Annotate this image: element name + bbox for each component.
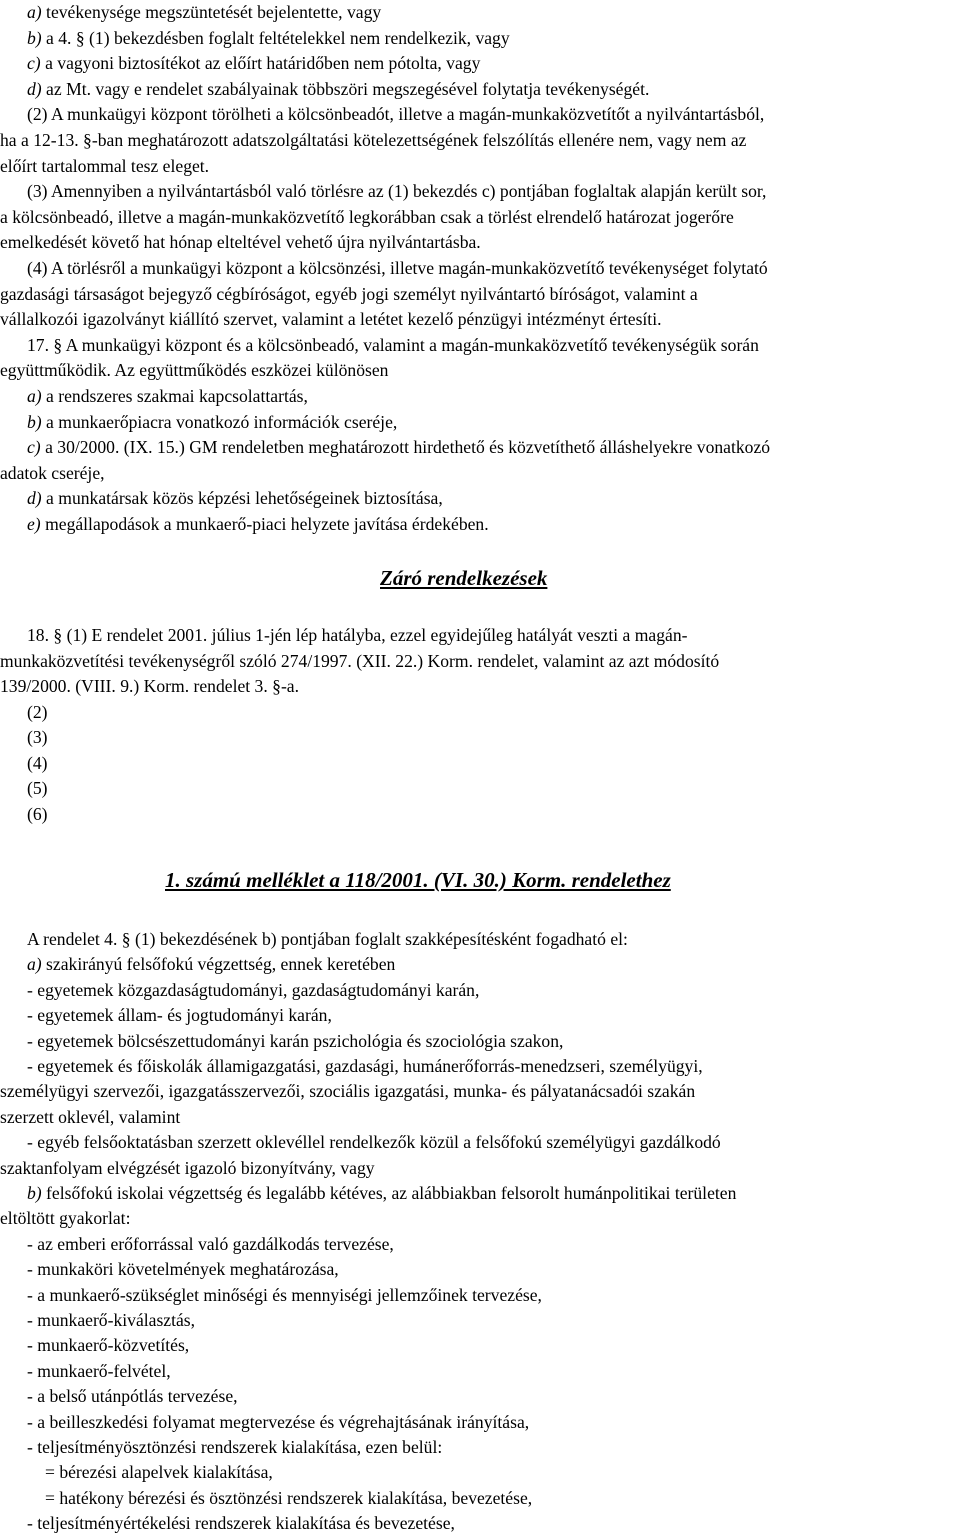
line-text: (5) xyxy=(27,778,48,798)
line-text: - munkaerő-közvetítés, xyxy=(27,1335,190,1356)
text-line xyxy=(0,1156,375,1182)
item-marker: b) xyxy=(27,1183,42,1203)
line-text: adatok cseréje, xyxy=(0,462,105,483)
text-line xyxy=(0,674,299,700)
line-text: 18. § (1) E rendelet 2001. július 1-jén lép hatályba, ezzel egyidejűleg hatályát veszti a magán- xyxy=(27,625,688,645)
line-text: gazdasági társaságot bejegyző cégbíróságot, egyéb jogi személyt nyilvántartó bíróságot, valamint a xyxy=(0,283,698,304)
heading-annex-title: 1. számú melléklet a 118/2001. (VI. 30.) Korm. rendelethez xyxy=(165,868,671,892)
line-text: a vagyoni biztosítékot az előírt határidőben nem pótolta, vagy xyxy=(40,53,481,74)
text-line xyxy=(27,802,48,828)
line-text: 139/2000. (VIII. 9.) Korm. rendelet 3. §-a. xyxy=(0,676,300,696)
line-text: - munkaerő-kiválasztás, xyxy=(27,1310,196,1330)
line-text: személyügyi szervezői, igazgatásszervezői, szociális igazgatási, munka- és pályatanácsadói szakán xyxy=(0,1081,696,1102)
item-marker: e) xyxy=(27,514,41,534)
line-text: - teljesítményösztönzési rendszerek kialakítása, ezen belül: xyxy=(27,1437,443,1457)
text-line xyxy=(45,1486,532,1512)
text-line xyxy=(27,77,649,103)
item-marker: d) xyxy=(27,78,42,99)
text-line xyxy=(27,776,48,802)
item-marker: a) xyxy=(27,954,42,975)
text-line xyxy=(27,1181,736,1207)
line-text: = hatékony bérezési és ösztönzési rendszerek kialakítása, bevezetése, xyxy=(45,1487,533,1508)
text-line xyxy=(27,1054,703,1080)
text-line xyxy=(27,1384,238,1410)
line-text: - munkaerő-felvétel, xyxy=(27,1360,171,1381)
text-line xyxy=(27,1435,442,1461)
text-line xyxy=(27,700,48,726)
line-text: 17. § A munkaügyi központ és a kölcsönbeadó, valamint a magán-munkaközvetítő tevékenységük során xyxy=(27,334,759,355)
text-line xyxy=(27,486,443,512)
text-line xyxy=(27,435,770,461)
line-text: ha a 12-13. §-ban meghatározott adatszolgáltatási kötelezettségének felszólítás ellenére nem, vagy nem az xyxy=(0,130,747,150)
line-text: együttműködik. Az együttműködés eszközei különösen xyxy=(0,360,389,381)
line-text: a munkaerőpiacra vonatkozó információk cseréje, xyxy=(41,411,398,432)
text-line xyxy=(27,623,688,649)
item-marker: d) xyxy=(27,488,42,509)
text-line xyxy=(27,51,480,77)
line-text: előírt tartalommal tesz eleget. xyxy=(0,155,210,176)
text-line xyxy=(27,256,768,282)
line-text: (3) xyxy=(27,727,48,747)
item-marker: a) xyxy=(27,2,42,22)
line-text: a rendszeres szakmai kapcsolattartás, xyxy=(41,386,308,406)
line-text: szaktanfolyam elvégzését igazoló bizonyítvány, vagy xyxy=(0,1157,375,1178)
text-line xyxy=(27,0,381,26)
line-text: szerzett oklevél, valamint xyxy=(0,1106,181,1127)
text-line xyxy=(27,1410,529,1436)
line-text: a 30/2000. (IX. 15.) GM rendeletben meghatározott hirdethető és közvetíthető álláshelyekre vonatkozó xyxy=(40,437,771,458)
text-line xyxy=(27,410,397,436)
text-line xyxy=(45,1460,273,1486)
text-line xyxy=(0,649,719,675)
line-text: szakirányú felsőfokú végzettség, ennek keretében xyxy=(41,954,396,975)
text-line xyxy=(0,1105,180,1131)
text-line xyxy=(27,512,489,538)
text-line xyxy=(27,952,395,978)
heading-zaro-rendelkezesek: Záró rendelkezések xyxy=(380,566,548,590)
text-line xyxy=(27,1232,394,1258)
text-line xyxy=(27,1257,339,1283)
item-marker: b) xyxy=(27,27,42,48)
text-line xyxy=(27,978,479,1004)
text-line xyxy=(27,927,628,953)
line-text: emelkedését követő hat hónap elteltével vehető újra nyilvántartásba. xyxy=(0,232,481,253)
text-line xyxy=(27,26,510,52)
text-line xyxy=(27,1308,195,1334)
item-marker: c) xyxy=(27,437,41,458)
line-text: - munkaköri követelmények meghatározása, xyxy=(27,1259,339,1280)
line-text: megállapodások a munkaerő-piaci helyzete javítása érdekében. xyxy=(40,514,489,534)
text-line xyxy=(0,128,746,154)
line-text: (2) A munkaügyi központ törölheti a kölcsönbeadót, illetve a magán-munkaközvetítőt a nyilvántartásból, xyxy=(27,104,765,125)
text-line xyxy=(27,1511,455,1537)
line-text: a kölcsönbeadó, illetve a magán-munkaközvetítő legkorábban csak a törlést elrendelő határozat jogerőre xyxy=(0,206,734,227)
line-text: az Mt. vagy e rendelet szabályainak többszöri megszegésével folytatja tevékenységét. xyxy=(41,78,650,99)
text-line xyxy=(0,205,734,231)
text-line xyxy=(0,358,388,384)
text-line xyxy=(27,1029,563,1055)
line-text: munkaközvetítési tevékenységről szóló 274/1997. (XII. 22.) Korm. rendelet, valamint az azt módosító xyxy=(0,650,720,671)
line-text: - egyetemek bölcsészettudományi karán pszichológia és szociológia szakon, xyxy=(27,1030,564,1051)
line-text: (4) A törlésről a munkaügyi központ a kölcsönzési, illetve magán-munkaközvetítő tevékenységet folytató xyxy=(27,258,768,278)
line-text: - egyetemek és főiskolák államigazgatási, gazdasági, humánerőforrás-menedzseri, személyügyi, xyxy=(27,1056,703,1076)
line-text: a munkatársak közös képzési lehetőségeinek biztosítása, xyxy=(41,488,443,509)
line-text: - teljesítményértékelési rendszerek kialakítása és bevezetése, xyxy=(27,1513,455,1534)
line-text: A rendelet 4. § (1) bekezdésének b) pontjában foglalt szakképesítésként fogadható el: xyxy=(27,929,628,949)
item-marker: a) xyxy=(27,386,42,406)
line-text: (2) xyxy=(27,701,48,722)
line-text: (6) xyxy=(27,803,48,824)
line-text: a 4. § (1) bekezdésben foglalt feltételekkel nem rendelkezik, vagy xyxy=(41,27,510,48)
line-text: eltöltött gyakorlat: xyxy=(0,1208,131,1229)
text-line xyxy=(0,1206,130,1232)
text-line xyxy=(0,230,481,256)
line-text: felsőfokú iskolai végzettség és legalább kétéves, az alábbiakban felsorolt humánpolitikai területen xyxy=(41,1183,737,1203)
text-line xyxy=(0,282,698,308)
text-line xyxy=(27,1003,332,1029)
text-line xyxy=(0,154,209,180)
text-line xyxy=(27,1359,171,1385)
text-line xyxy=(27,179,766,205)
text-line xyxy=(27,384,308,410)
text-line xyxy=(0,1079,695,1105)
text-line xyxy=(0,307,661,333)
text-line xyxy=(27,102,764,128)
item-marker: b) xyxy=(27,411,42,432)
text-line xyxy=(0,461,105,487)
text-line xyxy=(27,1130,721,1156)
line-text: - az emberi erőforrással való gazdálkodás tervezése, xyxy=(27,1233,394,1254)
text-line xyxy=(27,333,759,359)
line-text: (4) xyxy=(27,752,48,773)
item-marker: c) xyxy=(27,53,41,74)
line-text: vállalkozói igazolványt kiállító szervet, valamint a letétet kezelő pénzügyi intézményt értesíti. xyxy=(0,309,662,330)
line-text: - egyetemek közgazdaságtudományi, gazdaságtudományi karán, xyxy=(27,979,480,1000)
line-text: - egyetemek állam- és jogtudományi karán, xyxy=(27,1005,332,1026)
text-line xyxy=(27,1283,542,1309)
text-line xyxy=(27,725,48,751)
text-line xyxy=(27,1333,189,1359)
line-text: - egyéb felsőoktatásban szerzett oklevéllel rendelkezők közül a felsőfokú személyügyi gazdálkodó xyxy=(27,1132,721,1153)
line-text: = bérezési alapelvek kialakítása, xyxy=(45,1462,273,1483)
line-text: - a munkaerő-szükséglet minőségi és mennyiségi jellemzőinek tervezése, xyxy=(27,1284,542,1305)
line-text: (3) Amennyiben a nyilvántartásból való törlésre az (1) bekezdés c) pontjában foglaltak alapján került sor, xyxy=(27,181,767,202)
line-text: tevékenysége megszüntetését bejelentette, vagy xyxy=(41,2,382,22)
line-text: - a beilleszkedési folyamat megtervezése és végrehajtásának irányítása, xyxy=(27,1411,530,1432)
text-line xyxy=(27,751,48,777)
line-text: - a belső utánpótlás tervezése, xyxy=(27,1386,238,1407)
